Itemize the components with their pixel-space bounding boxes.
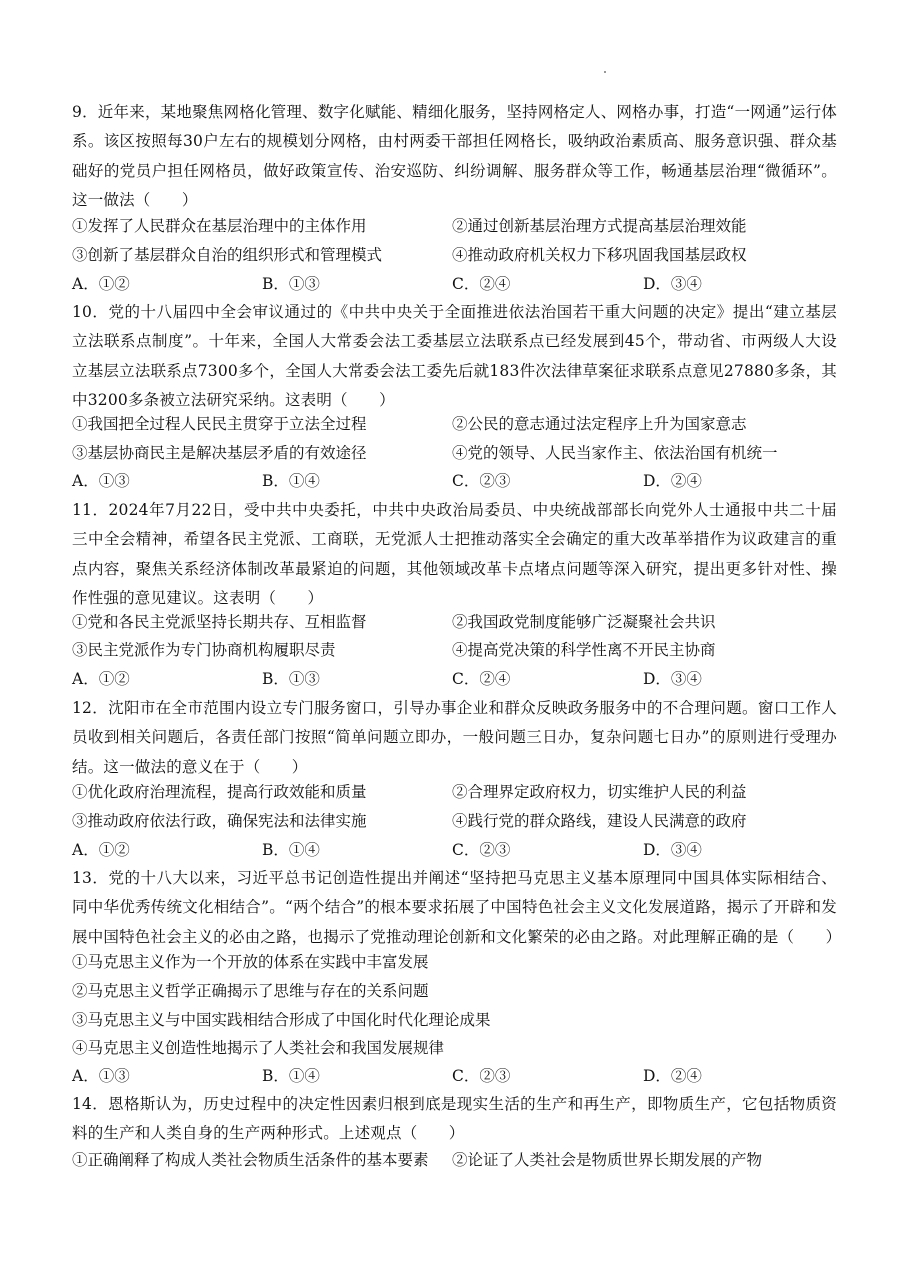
question-11-item-1: ①党和各民主党派坚持长期共存、互相监督 bbox=[72, 613, 367, 631]
question-10-answer-c: C．②③ bbox=[452, 472, 511, 490]
question-12-answer-c: C．②③ bbox=[452, 841, 511, 859]
question-13-item-1: ①马克思主义作为一个开放的体系在实践中丰富发展 bbox=[72, 953, 429, 971]
question-14-item-1: ①正确阐释了构成人类社会物质生活条件的基本要素 bbox=[72, 1151, 429, 1169]
question-9-stem: 9．近年来，某地聚焦网格化管理、数字化赋能、精细化服务，坚持网格定人、网格办事，打造“一网通”运行体系。该区按照每30户左右的规模划分网格，由村两委干部担任网格长，吸纳政治素质高、服务意识强、群众基础好的党员户担任网格员，做好政策宣传、治安巡防、纠纷调解、服务群众等工作，畅通基层治理“微循环”。这一做法（ ） bbox=[72, 103, 837, 210]
question-10-stem: 10．党的十八届四中全会审议通过的《中共中央关于全面推进依法治国若干重大问题的决定》提出“建立基层立法联系点制度”。十年来，全国人大常委会法工委基层立法联系点已经发展到45个，带动省、市两级人大设立基层立法联系点7300多个，全国人大常委会法工委先后就183件次法律草案征求联系点意见27880多条，其中3200多条被立法研究采纳。这表明（ ） bbox=[72, 303, 837, 410]
question-10-answer-d: D．②④ bbox=[643, 472, 702, 490]
question-10-item-2: ②公民的意志通过法定程序上升为国家意志 bbox=[452, 415, 747, 433]
question-13-item-3: ③马克思主义与中国实践相结合形成了中国化时代化理论成果 bbox=[72, 1011, 491, 1029]
question-12-item-1: ①优化政府治理流程，提高行政效能和质量 bbox=[72, 783, 367, 801]
question-9-item-3: ③创新了基层群众自治的组织形式和管理模式 bbox=[72, 246, 383, 264]
question-9-answer-c: C．②④ bbox=[452, 275, 511, 293]
question-12-item-3: ③推动政府依法行政，确保宪法和法律实施 bbox=[72, 812, 367, 830]
question-9-answer-a: A．①② bbox=[72, 275, 130, 293]
question-13-answer-c: C．②③ bbox=[452, 1067, 511, 1085]
question-11-answer-b: B．①③ bbox=[262, 670, 320, 688]
question-11-answer-c: C．②④ bbox=[452, 670, 511, 688]
question-10-item-1: ①我国把全过程人民民主贯穿于立法全过程 bbox=[72, 415, 367, 433]
question-12-answer-a: A．①② bbox=[72, 841, 130, 859]
question-10-answer-b: B．①④ bbox=[262, 472, 320, 490]
question-13-answer-b: B．①④ bbox=[262, 1067, 320, 1085]
question-9-answer-d: D．③④ bbox=[643, 275, 702, 293]
question-13-item-4: ④马克思主义创造性地揭示了人类社会和我国发展规律 bbox=[72, 1039, 445, 1057]
question-9-item-1: ①发挥了人民群众在基层治理中的主体作用 bbox=[72, 217, 367, 235]
question-11-item-3: ③民主党派作为专门协商机构履职尽责 bbox=[72, 641, 336, 659]
question-13-answer-d: D．②④ bbox=[643, 1067, 702, 1085]
question-11-stem: 11．2024年7月22日，受中共中央委托，中共中央政治局委员、中央统战部部长向党外人士通报中共二十届三中全会精神，希望各民主党派、工商联，无党派人士把推动落实全会确定的重大改革举措作为议政建言的重点内容，聚焦关系经济体制改革最紧迫的问题，其他领域改革卡点堵点问题等深入研究，提出更多针对性、操作性强的意见建议。这表明（ ） bbox=[72, 501, 837, 608]
question-13-answer-a: A．①③ bbox=[72, 1067, 130, 1085]
question-9-answer-b: B．①③ bbox=[262, 275, 320, 293]
question-12-answer-d: D．③④ bbox=[643, 841, 702, 859]
question-12-item-4: ④践行党的群众路线，建设人民满意的政府 bbox=[452, 812, 747, 830]
question-9-item-4: ④推动政府机关权力下移巩固我国基层政权 bbox=[452, 246, 747, 264]
question-14-stem: 14．恩格斯认为，历史过程中的决定性因素归根到底是现实生活的生产和再生产，即物质生产，它包括物质资料的生产和人类自身的生产两种形式。上述观点（ ） bbox=[72, 1095, 837, 1143]
question-11-answer-d: D．③④ bbox=[643, 670, 702, 688]
question-11-item-2: ②我国政党制度能够广泛凝聚社会共识 bbox=[452, 613, 716, 631]
scan-dot bbox=[604, 71, 606, 73]
question-13-stem: 13．党的十八大以来，习近平总书记创造性提出并阐述“坚持把马克思主义基本原理同中国具体实际相结合、同中华优秀传统文化相结合”。“两个结合”的根本要求拓展了中国特色社会主义文化发展道路，揭示了开辟和发展中国特色社会主义的必由之路，也揭示了党推动理论创新和文化繁荣的必由之路。对此理解正确的是（ ） bbox=[72, 869, 842, 946]
question-10-answer-a: A．①③ bbox=[72, 472, 130, 490]
question-10-item-3: ③基层协商民主是解决基层矛盾的有效途径 bbox=[72, 444, 367, 462]
question-12-item-2: ②合理界定政府权力，切实维护人民的利益 bbox=[452, 783, 747, 801]
question-10-item-4: ④党的领导、人民当家作主、依法治国有机统一 bbox=[452, 444, 778, 462]
question-14-item-2: ②论证了人类社会是物质世界长期发展的产物 bbox=[452, 1151, 763, 1169]
question-12-stem: 12．沈阳市在全市范围内设立专门服务窗口，引导办事企业和群众反映政务服务中的不合理问题。窗口工作人员收到相关问题后，各责任部门按照“简单问题立即办，一般问题三日办，复杂问题七日办”的原则进行受理办结。这一做法的意义在于（ ） bbox=[72, 699, 837, 776]
question-13-item-2: ②马克思主义哲学正确揭示了思维与存在的关系问题 bbox=[72, 982, 429, 1000]
question-11-item-4: ④提高党决策的科学性离不开民主协商 bbox=[452, 641, 716, 659]
question-11-answer-a: A．①② bbox=[72, 670, 130, 688]
question-12-answer-b: B．①④ bbox=[262, 841, 320, 859]
question-9-item-2: ②通过创新基层治理方式提高基层治理效能 bbox=[452, 217, 747, 235]
